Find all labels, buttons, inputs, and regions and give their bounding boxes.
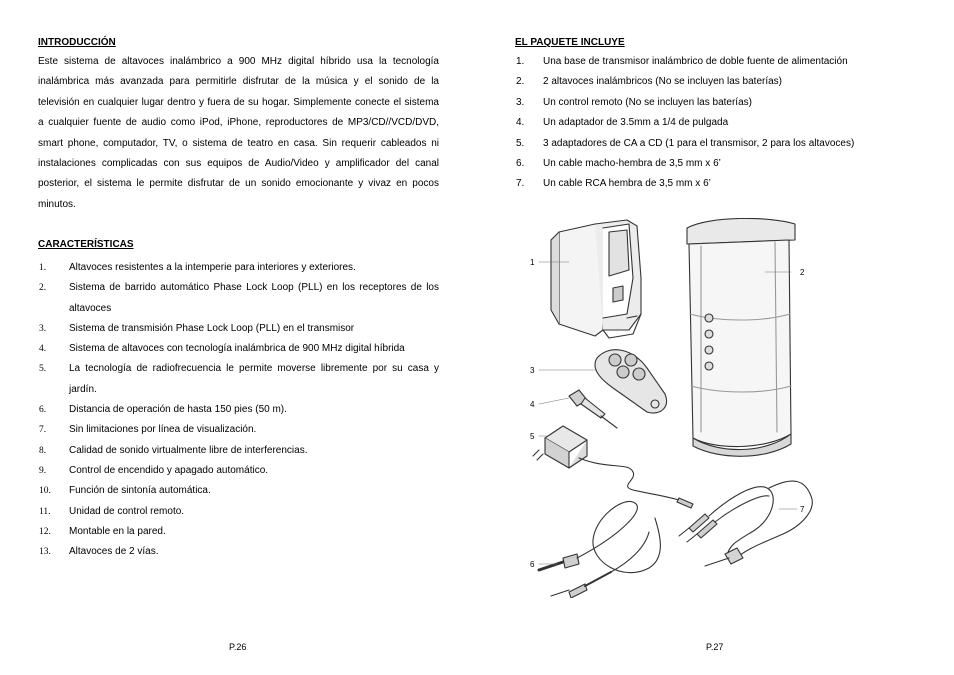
package-item [515, 72, 935, 92]
page-number-left: P.26 [229, 642, 247, 652]
package-item-text: 3 adaptadores de CA a CD (1 para el transmisor, 2 para los altavoces) [543, 137, 855, 149]
feature-item-number: 2. [39, 283, 47, 294]
feature-item [38, 400, 439, 420]
feature-item [38, 359, 439, 400]
feature-item [38, 278, 439, 319]
feature-item-number: 11. [39, 506, 51, 517]
feature-item-text: Sin limitaciones por línea de visualización. [69, 424, 257, 436]
feature-item [38, 481, 439, 501]
package-item [515, 113, 935, 133]
callout-5: 5 [530, 432, 535, 441]
feature-item [38, 339, 439, 359]
feature-item-number: 4. [39, 344, 47, 355]
feature-item-text: Unidad de control remoto. [69, 505, 185, 517]
callout-7: 7 [800, 505, 805, 514]
features-list [38, 258, 439, 562]
package-item-text: Un control remoto (No se incluyen las baterías) [543, 96, 752, 108]
callout-3: 3 [530, 366, 535, 375]
feature-item [38, 319, 439, 339]
package-item-number: 7. [516, 178, 525, 190]
speaker-drawing [687, 218, 795, 456]
package-heading: EL PAQUETE INCLUYE [515, 37, 625, 48]
feature-item-number: 6. [39, 405, 47, 416]
package-item [515, 174, 935, 194]
feature-item-number: 12. [39, 526, 51, 537]
package-item-text: Un cable macho-hembra de 3,5 mm x 6’ [543, 158, 721, 170]
feature-item-number: 13. [39, 547, 51, 558]
features-heading: CARACTERÍSTICAS [38, 239, 134, 250]
feature-item [38, 258, 439, 278]
feature-item-text: Altavoces resistentes a la intemperie para interiores y exteriores. [69, 262, 356, 273]
package-item [515, 52, 935, 72]
feature-item-text: Sistema de altavoces con tecnología inalámbrica de 900 MHz digital híbrida [69, 343, 405, 355]
package-item [515, 134, 935, 154]
feature-item-text: La tecnología de radiofrecuencia le permite moverse libremente por su casa y jardín. [69, 363, 439, 395]
transmitter-base-drawing [551, 220, 641, 338]
feature-item-number: 7. [39, 425, 47, 436]
package-item-number: 6. [516, 158, 525, 170]
package-list [515, 52, 935, 195]
callout-2: 2 [800, 268, 805, 277]
feature-item-text: Sistema de transmisión Phase Lock Loop (PLL) en el transmisor [69, 322, 355, 334]
feature-item [38, 441, 439, 461]
feature-item-number: 8. [39, 445, 47, 456]
package-item [515, 154, 935, 174]
page-number-right: P.27 [706, 642, 724, 652]
feature-item [38, 420, 439, 440]
callout-1: 1 [530, 258, 535, 267]
package-item-number: 1. [516, 56, 525, 67]
intro-heading: INTRODUCCIÓN [38, 37, 116, 48]
right-page [477, 0, 954, 675]
feature-item [38, 542, 439, 562]
callout-6: 6 [530, 560, 535, 569]
remote-control-drawing [595, 350, 667, 413]
feature-item-number: 10. [39, 486, 51, 497]
package-item-text: Un cable RCA hembra de 3,5 mm x 6’ [543, 178, 711, 190]
package-item [515, 93, 935, 113]
callout-4: 4 [530, 400, 535, 409]
feature-item-text: Sistema de barrido automático Phase Lock Loop (PLL) en los receptores de los altavoces [69, 282, 439, 314]
package-item-number: 5. [516, 137, 525, 149]
package-item-number: 2. [516, 76, 525, 88]
package-item-text: Una base de transmisor inalámbrico de doble fuente de alimentación [543, 56, 848, 67]
package-item-number: 3. [516, 96, 525, 108]
package-contents-illustration [529, 218, 849, 598]
intro-paragraph: Este sistema de altavoces inalámbrico a 900 MHz digital híbrido usa la tecnología inalámbrica más avanzada para permitirle disfrutar de la música y el sonido de la televisión en cualquier lugar dentro y fuera de su hogar. Simplemente conecte el sistema a cualquier fuente de audio como iPod, iPhone, reproductores de MP3/CD//VCD/DVD, smart phone, computador, TV, o sistema de teatro en casa. Sin requerir cableados ni instalaciones complicadas con sus equipos de Audio/Video y amplificador del canal posterior, el sistema le permite disfrutar de un sonido emocionante y vivaz en pocos minutos. [38, 56, 439, 210]
feature-item-text: Control de encendido y apagado automático. [69, 464, 269, 476]
male-female-cable-drawing [539, 501, 660, 598]
feature-item [38, 461, 439, 481]
feature-item-text: Función de sintonía automática. [69, 485, 211, 497]
feature-item-text: Altavoces de 2 vías. [69, 546, 159, 558]
feature-item-number: 9. [39, 465, 47, 476]
package-item-text: Un adaptador de 3.5mm a 1/4 de pulgada [543, 117, 729, 129]
feature-item [38, 522, 439, 542]
rca-cable-drawing [679, 481, 812, 566]
feature-item-number: 5. [39, 364, 47, 375]
package-item-number: 4. [516, 117, 525, 129]
feature-item-number: 1. [39, 263, 47, 273]
feature-item-text: Calidad de sonido virtualmente libre de interferencias. [69, 444, 308, 456]
power-adapter-drawing [533, 426, 693, 508]
audio-adapter-drawing [569, 390, 617, 428]
package-item-text: 2 altavoces inalámbricos (No se incluyen las baterías) [543, 76, 782, 88]
feature-item-text: Montable en la pared. [69, 525, 166, 537]
feature-item-text: Distancia de operación de hasta 150 pies (50 m). [69, 404, 287, 416]
feature-item [38, 502, 439, 522]
feature-item-number: 3. [39, 323, 47, 334]
